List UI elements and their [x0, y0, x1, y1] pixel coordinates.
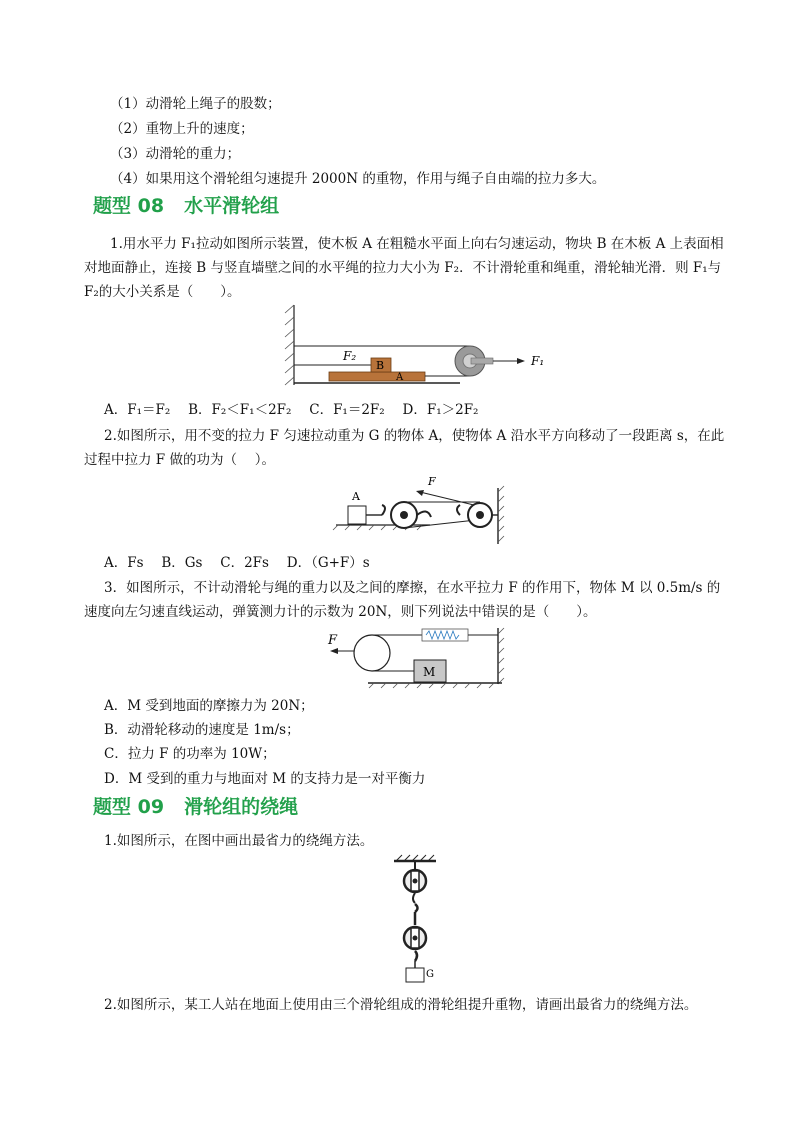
question-text: F₂的大小关系是（ ）。: [84, 284, 241, 300]
list-item: （1）动滑轮上绳子的股数；: [110, 96, 281, 112]
answer-options: A．Fs B．Gs C．2Fs D．（G+F）s: [104, 555, 370, 571]
movable-pulley: [354, 635, 390, 671]
section-code: 题型 08: [93, 195, 165, 217]
label-a: A: [352, 490, 360, 503]
label-b: B: [376, 359, 385, 372]
pulley-axle: [471, 358, 493, 364]
plank-a: [329, 372, 425, 381]
question-text: 3．如图所示，不计动滑轮与绳的重力以及之间的摩擦，在水平拉力 F 的作用下，物体 M 以 0.5m/s 的: [104, 580, 721, 596]
answer-option-c: C．拉力 F 的功率为 10W；: [104, 746, 276, 762]
section-heading-08: [93, 194, 279, 218]
arrow-f: [420, 492, 478, 506]
answer-option-b: B．动滑轮移动的速度是 1m/s；: [104, 722, 300, 738]
label-m: M: [423, 665, 436, 679]
figure-q1: [285, 303, 555, 393]
label-a: A: [396, 372, 404, 383]
question-text: 1.用水平力 F₁拉动如图所示装置，使木板 A 在粗糙水平面上向右匀速运动，物块 B 在木板 A 上表面相: [110, 236, 724, 252]
section-heading-09: [93, 795, 298, 819]
wall-hatch: [285, 305, 294, 385]
section-title: 水平滑轮组: [184, 195, 280, 217]
question-text: 过程中拉力 F 做的功为（ ）。: [84, 452, 275, 468]
question-text: 对地面静止，连接 B 与竖直墙壁之间的水平绳的拉力大小为 F₂．不计滑轮重和绳重，滑轮轴光滑．则 F₁与: [84, 260, 722, 276]
label-f1: F₁: [531, 354, 545, 368]
answer-option-d: D．M 受到的重力与地面对 M 的支持力是一对平衡力: [104, 771, 426, 787]
block-a: [348, 506, 366, 524]
question-text: 1.如图所示，在图中画出最省力的绕绳方法。: [104, 833, 374, 849]
figure-q4: [390, 855, 450, 990]
list-item: （2）重物上升的速度；: [110, 121, 254, 137]
figure-q3: [322, 622, 512, 690]
question-text: 2.如图所示，用不变的拉力 F 匀速拉动重为 G 的物体 A，使物体 A 沿水平方向移动了一段距离 s，在此: [104, 428, 725, 444]
label-f: F: [328, 633, 338, 648]
answer-option-a: A．M 受到地面的摩擦力为 20N；: [104, 698, 314, 714]
section-title: 滑轮组的绕绳: [184, 796, 299, 818]
question-text: 速度向左匀速直线运动，弹簧测力计的示数为 20N，则下列说法中错误的是（ ）。: [84, 604, 597, 620]
answer-options: A．F₁＝F₂ B．F₂＜F₁＜2F₂ C．F₁＝2F₂ D．F₁＞2F₂: [104, 402, 479, 418]
list-item: （3）动滑轮的重力；: [110, 146, 241, 162]
label-g: G: [426, 969, 434, 980]
weight-g: [406, 968, 424, 982]
label-f2: F₂: [343, 349, 357, 363]
list-item: （4）如果用这个滑轮组匀速提升 2000N 的重物，作用与绳子自由端的拉力多大。: [110, 171, 606, 187]
section-code: 题型 09: [93, 796, 165, 818]
question-text: 2.如图所示，某工人站在地面上使用由三个滑轮组成的滑轮组提升重物，请画出最省力的绕绳方法。: [104, 997, 698, 1013]
label-f: F: [428, 475, 436, 488]
figure-q2: [330, 470, 510, 548]
